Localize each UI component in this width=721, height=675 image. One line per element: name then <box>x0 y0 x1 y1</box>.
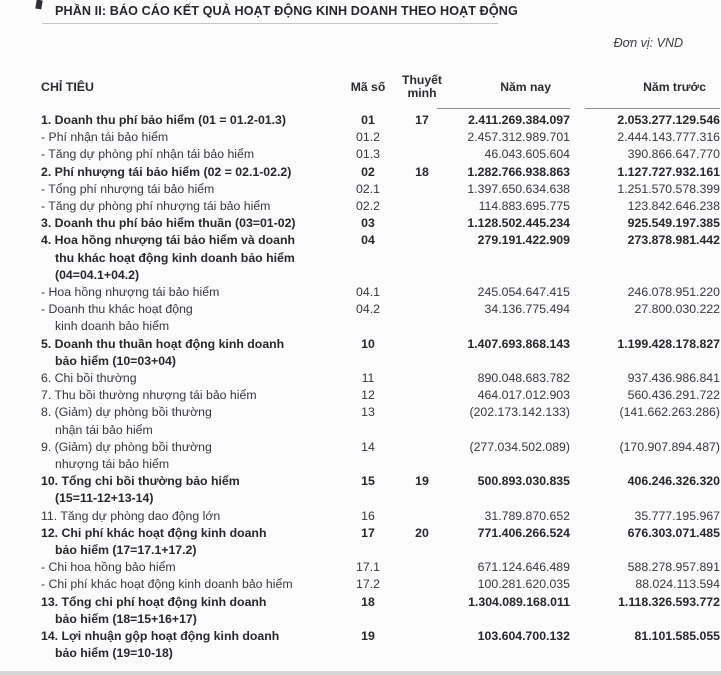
row-current-year-value: 1.282.766.938.863 <box>467 164 570 179</box>
row-code: 17.1 <box>356 560 380 575</box>
row-note: 19 <box>415 474 429 489</box>
row-prior-year-value: (141.662.263.286) <box>619 405 720 420</box>
column-header-criteria: CHỈ TIÊU <box>41 80 95 94</box>
row-code: 17 <box>361 525 375 540</box>
row-note <box>396 129 448 146</box>
table-row <box>0 215 721 232</box>
row-prior-year-value: 1.118.326.593.772 <box>618 594 720 609</box>
table-row <box>0 439 721 473</box>
row-code: 16 <box>361 508 375 523</box>
row-current-year-value: 245.054.647.415 <box>477 285 570 300</box>
row-prior-year-value: 88.024.113.594 <box>635 577 720 592</box>
row-label: - Tăng dự phòng phí nhượng tái bảo hiểm <box>41 199 271 214</box>
row-label: 8. (Giảm) dự phòng bồi thường nhận tái bảo hiểm <box>41 405 212 437</box>
table-row <box>0 387 721 404</box>
row-note: 18 <box>415 164 429 179</box>
row-note <box>396 439 448 473</box>
row-note <box>396 508 448 525</box>
table-row <box>0 473 721 507</box>
table-row <box>0 336 721 370</box>
row-code: 04.2 <box>356 302 380 317</box>
row-note <box>396 215 448 232</box>
table-row <box>0 284 721 301</box>
row-label: 13. Tổng chi phí hoạt động kinh doanh bảo hiểm (18=15+16+17) <box>41 594 267 626</box>
row-code: 02.1 <box>356 181 380 196</box>
row-current-year-value: 890.048.683.782 <box>477 371 570 386</box>
row-note <box>396 387 448 404</box>
row-prior-year-value: 390.866.647.770 <box>627 147 720 162</box>
page-title: PHẦN II: BÁO CÁO KẾT QUẢ HOẠT ĐỘNG KINH DOANH THEO HOẠT ĐỘNG <box>55 4 518 18</box>
row-current-year-value: 100.281.620.035 <box>477 577 570 592</box>
table-row <box>0 181 721 198</box>
row-prior-year-value: 925.549.197.385 <box>627 216 720 231</box>
row-code: 17.2 <box>356 577 380 592</box>
row-label: 5. Doanh thu thuần hoạt động kinh doanh bảo hiểm (10=03+04) <box>41 336 285 368</box>
row-code: 01.2 <box>356 130 380 145</box>
row-code: 01.3 <box>356 147 380 162</box>
row-prior-year-value: 2.444.143.777.316 <box>617 130 720 145</box>
row-label: - Tổng phí nhượng tái bảo hiểm <box>41 181 215 196</box>
table-row <box>0 508 721 525</box>
row-note <box>396 181 448 198</box>
row-prior-year-value: 1.199.428.178.827 <box>617 336 720 351</box>
row-label: 2. Phí nhượng tái bảo hiểm (02 = 02.1-02.2) <box>41 164 292 179</box>
row-note <box>396 146 448 163</box>
row-current-year-value: 771.406.266.524 <box>477 525 570 540</box>
table-row <box>0 370 721 387</box>
row-current-year-value: 464.017.012.903 <box>477 388 570 403</box>
row-prior-year-value: 27.800.030.222 <box>634 302 720 317</box>
row-prior-year-value: 35.777.195.967 <box>634 508 720 523</box>
row-current-year-value: 671.124.646.489 <box>477 560 570 575</box>
row-current-year-value: 2.457.312.989.701 <box>467 130 570 145</box>
row-note <box>396 336 448 370</box>
row-label: 10. Tổng chi bồi thường bảo hiểm (15=11-12+13-14) <box>41 474 240 506</box>
row-code: 11 <box>361 371 375 386</box>
row-prior-year-value: 123.842.646.238 <box>627 199 720 214</box>
row-note <box>396 232 448 284</box>
row-current-year-value: 103.604.700.132 <box>477 629 570 644</box>
table-row <box>0 146 721 163</box>
row-code: 01 <box>361 113 375 127</box>
column-header-code: Mã số <box>350 80 386 94</box>
table-row <box>0 129 721 146</box>
row-code: 02 <box>361 164 375 179</box>
row-label: 6. Chi bồi thường <box>41 371 137 386</box>
row-prior-year-value: 560.436.291.722 <box>627 388 720 403</box>
row-label: 12. Chi phí khác hoạt động kinh doanh bảo hiểm (17=17.1+17.2) <box>41 525 267 558</box>
row-code: 12 <box>361 388 375 403</box>
table-header-row <box>0 64 721 110</box>
currency-unit-label: Đơn vị: VND <box>613 36 683 50</box>
row-current-year-value: 46.043.605.604 <box>484 147 570 162</box>
table-row <box>0 112 721 129</box>
row-prior-year-value: 406.246.326.320 <box>627 474 720 489</box>
table-row <box>0 301 721 335</box>
row-prior-year-value: 1.127.727.932.161 <box>617 164 720 179</box>
row-current-year-value: 34.136.775.494 <box>484 302 570 317</box>
column-header-current-year: Năm nay <box>448 64 570 110</box>
table-row <box>0 628 721 662</box>
row-code: 13 <box>361 405 375 420</box>
row-current-year-value: 2.411.269.384.097 <box>468 113 570 127</box>
row-current-year-value: 1.304.089.168.011 <box>468 594 570 609</box>
row-current-year-value: 31.789.870.652 <box>484 508 570 523</box>
row-note <box>396 628 448 662</box>
row-current-year-value: 500.893.030.835 <box>477 474 570 489</box>
row-label: 9. (Giảm) dự phòng bồi thường nhượng tái bảo hiểm <box>41 439 212 472</box>
row-current-year-value: (277.034.502.089) <box>469 439 570 454</box>
row-current-year-value: 1.407.693.868.143 <box>467 336 570 351</box>
row-label: 14. Lợi nhuận gộp hoạt động kinh doanh bảo hiểm (19=10-18) <box>41 629 280 661</box>
table-body <box>0 112 721 663</box>
row-code: 04 <box>361 233 375 248</box>
row-code: 10 <box>361 336 375 351</box>
row-note <box>396 576 448 593</box>
row-current-year-value: 114.883.695.775 <box>478 199 570 214</box>
column-header-note: Thuyết minh <box>402 72 442 100</box>
row-code: 02.2 <box>356 199 380 214</box>
row-prior-year-value: 588.278.957.891 <box>627 560 720 575</box>
row-note <box>396 370 448 387</box>
row-label: 7. Thu bồi thường nhượng tái bảo hiểm <box>41 388 257 403</box>
row-note <box>396 198 448 215</box>
row-code: 03 <box>361 216 375 231</box>
row-label: 3. Doanh thu phí bảo hiểm thuần (03=01-02) <box>41 216 296 231</box>
row-label: - Hoa hồng nhượng tái bảo hiểm <box>41 285 220 300</box>
row-label: - Doanh thu khác hoạt động kinh doanh bảo hiểm <box>41 302 193 334</box>
row-code: 04.1 <box>356 285 380 300</box>
row-label: 11. Tăng dự phòng dao động lớn <box>41 508 221 523</box>
row-current-year-value: 1.128.502.445.234 <box>467 216 570 231</box>
row-note: 17 <box>415 113 429 127</box>
row-label: 1. Doanh thu phí bảo hiểm (01 = 01.2-01.3) <box>41 113 286 127</box>
row-label: - Tăng dự phòng phí nhận tái bảo hiểm <box>41 147 255 162</box>
row-label: - Phí nhận tái bảo hiểm <box>41 130 169 145</box>
row-prior-year-value: 1.251.570.578.399 <box>617 181 720 196</box>
table-row <box>0 594 721 628</box>
row-prior-year-value: 246.078.951.220 <box>627 285 720 300</box>
row-label: 4. Hoa hồng nhượng tái bảo hiểm và doanh thu khác hoạt động kinh doanh bảo hiểm (04=04.1+04.2) <box>41 233 296 282</box>
row-code: 19 <box>361 629 375 644</box>
table-row <box>0 559 721 576</box>
table-row <box>0 404 721 438</box>
title-underline <box>42 23 498 24</box>
scan-artifact-mark <box>35 0 42 9</box>
row-current-year-value: 1.397.650.634.638 <box>467 181 570 196</box>
table-row <box>0 232 721 284</box>
table-row <box>0 198 721 215</box>
scan-edge-strip <box>0 671 721 675</box>
row-note <box>396 284 448 301</box>
row-note: 20 <box>415 525 429 540</box>
row-prior-year-value: 81.101.585.055 <box>634 629 720 644</box>
column-header-prior-year: Năm trước <box>570 64 720 110</box>
row-prior-year-value: 2.053.277.129.546 <box>617 113 720 127</box>
table-row <box>0 525 721 559</box>
row-prior-year-value: (170.907.894.487) <box>619 439 720 454</box>
row-label: - Chi phí khác hoạt động kinh doanh bảo hiểm <box>41 577 293 592</box>
row-code: 14 <box>361 439 375 454</box>
row-code: 15 <box>361 474 375 489</box>
row-note <box>396 594 448 628</box>
row-current-year-value: 279.191.422.909 <box>477 233 570 248</box>
table-row <box>0 164 721 181</box>
row-label: - Chi hoa hồng bảo hiểm <box>41 560 176 575</box>
row-current-year-value: (202.173.142.133) <box>469 405 570 420</box>
row-prior-year-value: 676.303.071.485 <box>627 525 720 540</box>
row-note <box>396 301 448 335</box>
row-prior-year-value: 273.878.981.442 <box>627 233 720 248</box>
row-prior-year-value: 937.436.986.841 <box>627 371 720 386</box>
row-note <box>396 559 448 576</box>
row-note <box>396 404 448 438</box>
row-code: 18 <box>361 594 375 609</box>
table-row <box>0 576 721 593</box>
